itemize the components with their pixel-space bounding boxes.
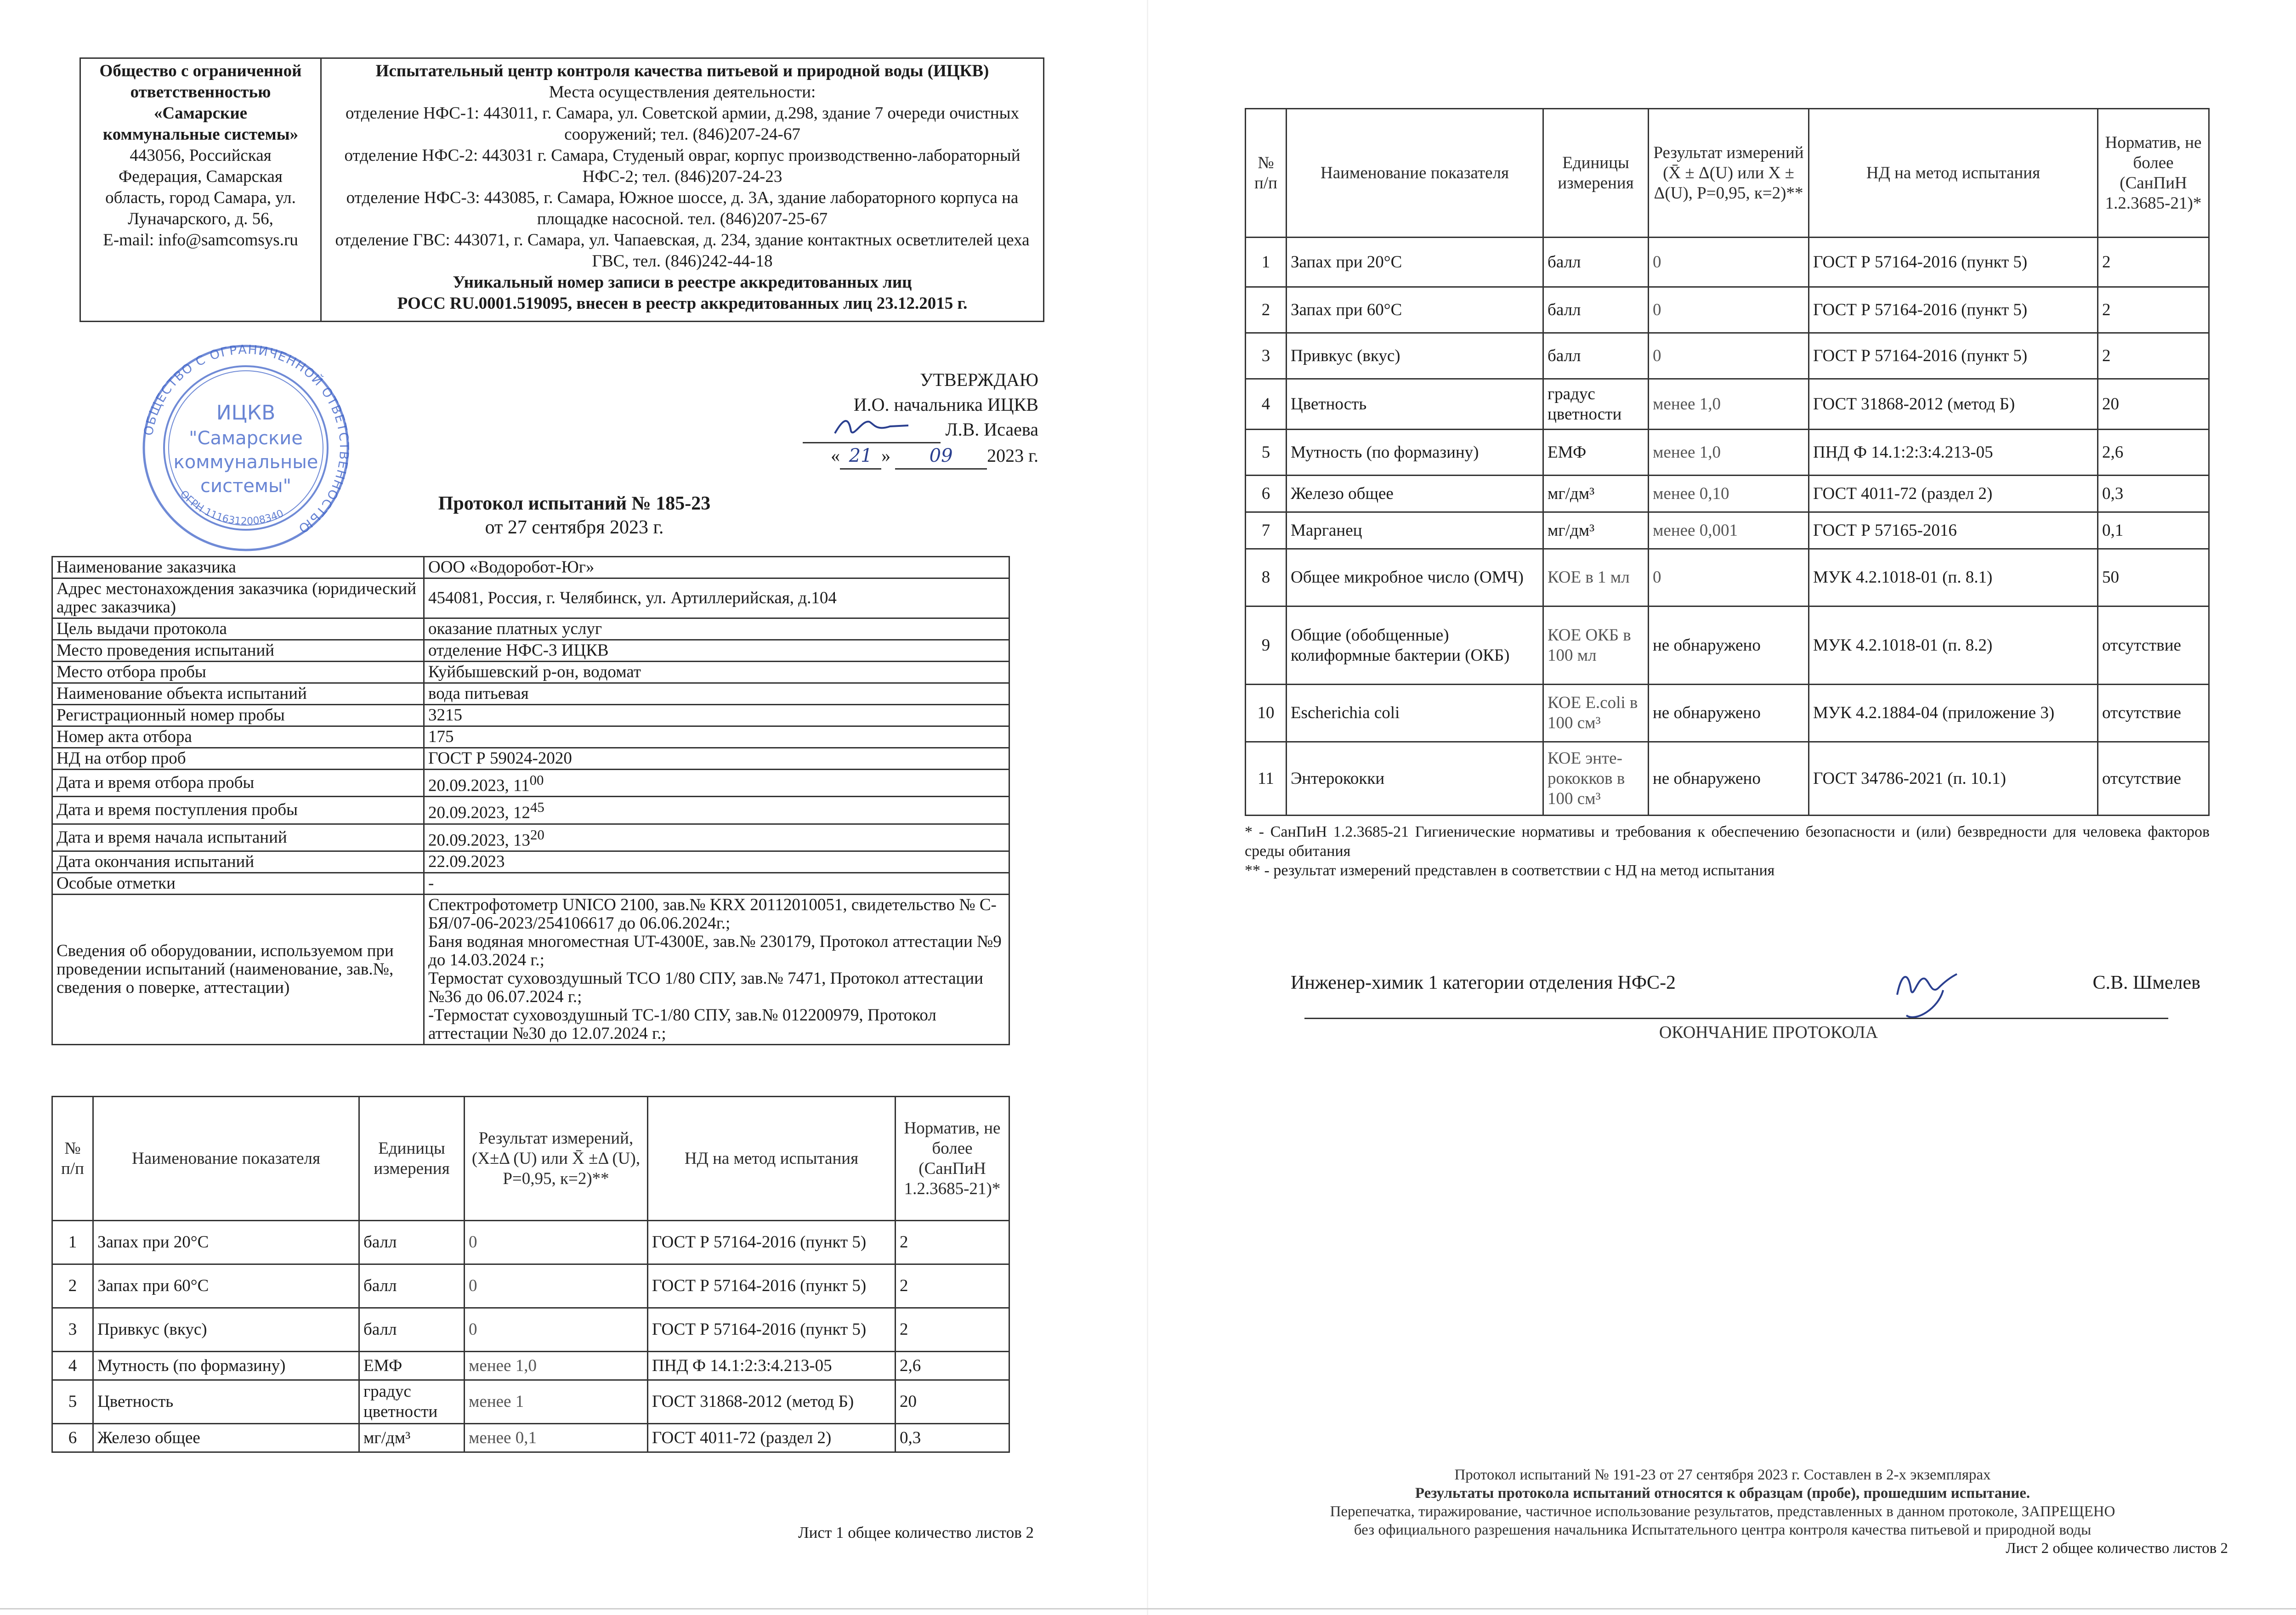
table-row	[1246, 685, 2209, 742]
info-label: Номер акта отбора	[52, 726, 424, 748]
cell-units: балл	[359, 1221, 465, 1264]
info-value: отделение НФС-3 ИЦКВ	[424, 640, 1009, 662]
table-row	[1246, 333, 2209, 379]
cell-result: 0	[465, 1221, 648, 1264]
table-row	[52, 640, 1009, 662]
table-header-row	[52, 1097, 1009, 1221]
table-row	[52, 894, 1009, 1044]
cell-units: ЕМФ	[359, 1352, 465, 1380]
cell-result: менее 0,10	[1649, 476, 1809, 512]
info-label: Регистрационный номер пробы	[52, 705, 424, 726]
org-name-line: «Самарские	[153, 104, 248, 123]
cell-units: КОЕ энте-рококков в 100 см³	[1543, 742, 1649, 816]
cell-method: ГОСТ Р 57164-2016 (пункт 5)	[648, 1221, 896, 1264]
stamp-ogrn: ОГРН 1116312008340	[177, 488, 286, 527]
col-header-method: НД на метод испытания	[648, 1097, 896, 1221]
cell-result: менее 1,0	[1649, 379, 1809, 430]
cell-indicator: Привкус (вкус)	[1287, 333, 1543, 379]
cell-number: 4	[52, 1352, 93, 1380]
cell-method: ГОСТ 34786-2021 (п. 10.1)	[1809, 742, 2098, 816]
col-header-indicator: Наименование показателя	[1287, 109, 1543, 238]
table-row	[52, 1221, 1009, 1264]
cell-method: ГОСТ 31868-2012 (метод Б)	[1809, 379, 2098, 430]
table-row	[52, 1308, 1009, 1352]
org-address-line: область, город Самара, ул.	[105, 188, 296, 207]
info-label: Дата и время отбора пробы	[52, 770, 424, 797]
info-label: Дата окончания испытаний	[52, 851, 424, 873]
table-row	[52, 578, 1009, 618]
equipment-item: Термостат суховоздушный ТСО 1/80 СПУ, зав.№ 7471, Протокол аттестации №36 до 06.07.2024 г.;	[428, 969, 983, 1006]
cell-method: ГОСТ Р 57164-2016 (пункт 5)	[1809, 238, 2098, 287]
protocol-heading	[322, 492, 827, 539]
info-value: вода питьевая	[424, 683, 1009, 705]
table-row	[52, 851, 1009, 873]
cell-units: балл	[1543, 238, 1649, 287]
col-header-units: Единицы измерения	[1543, 109, 1649, 238]
equipment-list	[424, 894, 1009, 1044]
equipment-item: Спектрофотометр UNICO 2100, зав.№ KRX 20112010051, свидетельство № С-БЯ/07-06-2023/254106617 до 06.06.2024г.;	[428, 895, 997, 933]
cell-indicator: Цветность	[93, 1380, 359, 1424]
cell-number: 5	[1246, 430, 1287, 476]
signature-mark-icon	[1888, 963, 1980, 1022]
cell-units: КОЕ в 1 мл	[1543, 549, 1649, 606]
table-row	[52, 683, 1009, 705]
col-header-number: № п/п	[1246, 109, 1287, 238]
cell-result: менее 1	[465, 1380, 648, 1424]
cell-number: 3	[52, 1308, 93, 1352]
info-label: Особые отметки	[52, 873, 424, 894]
table-row	[52, 1424, 1009, 1452]
info-value-text: 20.09.2023, 13	[428, 830, 530, 850]
cell-norm: 20	[2098, 379, 2209, 430]
info-label: Место отбора пробы	[52, 662, 424, 683]
cell-number: 2	[52, 1264, 93, 1308]
org-name-line: ответственностью	[130, 83, 271, 102]
org-email: E-mail: info@samcomsys.ru	[103, 231, 298, 249]
cell-number: 8	[1246, 549, 1287, 606]
org-address-line: Федерация, Самарская	[119, 167, 283, 186]
cell-indicator: Общее микробное число (ОМЧ)	[1287, 549, 1543, 606]
cell-units: ЕМФ	[1543, 430, 1649, 476]
table-row	[1246, 476, 2209, 512]
cell-method: ГОСТ 4011-72 (раздел 2)	[648, 1424, 896, 1452]
cell-units: мг/дм³	[359, 1424, 465, 1452]
end-of-protocol: ОКОНЧАНИЕ ПРОТОКОЛА	[1659, 1023, 1878, 1042]
info-value: оказание платных услуг	[424, 618, 1009, 640]
disclaimer-line: Перепечатка, тиражирование, частичное использование результатов, представленных в данном протоколе, ЗАПРЕЩЕНО	[1330, 1503, 2115, 1520]
info-value-minutes: 00	[529, 772, 544, 788]
table-row	[52, 824, 1009, 851]
cell-result: не обнаружено	[1649, 606, 1809, 685]
table-row	[1246, 379, 2209, 430]
cell-indicator: Цветность	[1287, 379, 1543, 430]
table-row	[1246, 238, 2209, 287]
cell-norm: 2	[896, 1264, 1009, 1308]
approval-day: 21	[840, 443, 881, 470]
cell-norm: отсутствие	[2098, 685, 2209, 742]
approver-signature-line	[744, 417, 1038, 443]
cell-method: ГОСТ Р 57164-2016 (пункт 5)	[648, 1308, 896, 1352]
page-counter: Лист 2 общее количество листов 2	[2006, 1540, 2228, 1557]
col-header-units: Единицы измерения	[359, 1097, 465, 1221]
cell-norm: отсутствие	[2098, 606, 2209, 685]
cell-number: 1	[52, 1221, 93, 1264]
center-title: Испытательный центр контроля качества питьевой и природной воды (ИЦКВ)	[375, 62, 989, 80]
approval-block	[744, 368, 1038, 470]
stamp-line: коммунальные	[173, 452, 318, 473]
org-name-line: коммунальные системы»	[102, 125, 299, 144]
cell-method: ГОСТ 4011-72 (раздел 2)	[1809, 476, 2098, 512]
cell-units: мг/дм³	[1543, 476, 1649, 512]
branch-gvs: отделение ГВС: 443071, г. Самара, ул. Чапаевская, д. 234, здание контактных осветлителей цеха ГВС, тел. (846)242-44-18	[335, 231, 1030, 271]
cell-indicator: Марганец	[1287, 512, 1543, 549]
approval-year: 2023 г.	[987, 445, 1038, 466]
approve-heading: УТВЕРЖДАЮ	[920, 369, 1038, 390]
cell-number: 5	[52, 1380, 93, 1424]
cell-norm: 50	[2098, 549, 2209, 606]
cell-number: 4	[1246, 379, 1287, 430]
table-row	[1246, 606, 2209, 685]
org-info	[80, 58, 321, 322]
cell-method: ГОСТ Р 57164-2016 (пункт 5)	[648, 1264, 896, 1308]
info-value: 3215	[424, 705, 1009, 726]
cell-result: 0	[465, 1264, 648, 1308]
protocol-disclaimer	[1240, 1466, 2205, 1539]
cell-method: ГОСТ Р 57164-2016 (пункт 5)	[1809, 333, 2098, 379]
cell-indicator: Привкус (вкус)	[93, 1308, 359, 1352]
cell-indicator: Общие (обобщенные) колиформные бактерии (ОКБ)	[1287, 606, 1543, 685]
signature-underline	[803, 417, 941, 443]
info-label: Наименование заказчика	[52, 557, 424, 578]
page-counter: Лист 1 общее количество листов 2	[798, 1524, 1034, 1541]
table-row	[1246, 430, 2209, 476]
info-label: Место проведения испытаний	[52, 640, 424, 662]
branch-nfs1: отделение НФС-1: 443011, г. Самара, ул. Советской армии, д.298, здание 7 очереди очистных сооружений; тел. (846)207-24-67	[346, 104, 1019, 144]
table-row	[52, 726, 1009, 748]
table-row	[52, 662, 1009, 683]
cell-method: ПНД Ф 14.1:2:3:4.213-05	[1809, 430, 2098, 476]
org-address-line: 443056, Российская	[130, 146, 272, 165]
col-header-indicator: Наименование показателя	[93, 1097, 359, 1221]
org-name-line: Общество с ограниченной	[99, 62, 302, 80]
scan-edge	[0, 1608, 2296, 1609]
col-header-norm: Норматив, не более (СанПиН 1.2.3685-21)*	[896, 1097, 1009, 1221]
table-row	[1246, 287, 2209, 333]
stamp-line: "Самарские	[189, 428, 303, 449]
table-row	[1246, 512, 2209, 549]
cell-indicator: Запах при 20°С	[1287, 238, 1543, 287]
info-label: Дата и время начала испытаний	[52, 824, 424, 851]
info-value	[424, 824, 1009, 851]
cell-method: МУК 4.2.1884-04 (приложение 3)	[1809, 685, 2098, 742]
footnote-sanpin: * - СанПиН 1.2.3685-21 Гигиенические нормативы и требования к обеспечению безопасности и (или) безвредности для человека факторов среды обитания	[1245, 823, 2210, 860]
table-row	[52, 748, 1009, 770]
info-value: -	[424, 873, 1009, 894]
info-value	[424, 770, 1009, 797]
cell-indicator: Железо общее	[1287, 476, 1543, 512]
cell-number: 11	[1246, 742, 1287, 816]
info-value: 454081, Россия, г. Челябинск, ул. Артиллерийская, д.104	[424, 578, 1009, 618]
cell-result: не обнаружено	[1649, 742, 1809, 816]
info-label: Дата и время поступления пробы	[52, 797, 424, 824]
cell-norm: отсутствие	[2098, 742, 2209, 816]
cell-number: 3	[1246, 333, 1287, 379]
cell-norm: 20	[896, 1380, 1009, 1424]
cell-units: КОЕ ОКБ в 100 мл	[1543, 606, 1649, 685]
unique-number-label: Уникальный номер записи в реестре аккредитованных лиц	[453, 273, 912, 292]
equipment-label: Сведения об оборудовании, используемом при проведении испытаний (наименование, зав.№, сведения о поверке, аттестации)	[52, 894, 424, 1044]
cell-result: менее 1,0	[465, 1352, 648, 1380]
cell-units: градус цветности	[1543, 379, 1649, 430]
footnotes	[1245, 822, 2210, 880]
table-row	[52, 770, 1009, 797]
cell-number: 7	[1246, 512, 1287, 549]
table-row	[1246, 742, 2209, 816]
cell-method: ГОСТ 31868-2012 (метод Б)	[648, 1380, 896, 1424]
cell-result: менее 1,0	[1649, 430, 1809, 476]
cell-result: менее 0,1	[465, 1424, 648, 1452]
cell-norm: 2	[2098, 287, 2209, 333]
protocol-page-2	[1148, 0, 2296, 1615]
cell-units: балл	[1543, 287, 1649, 333]
info-value: 175	[424, 726, 1009, 748]
info-label: Цель выдачи протокола	[52, 618, 424, 640]
cell-norm: 0,3	[2098, 476, 2209, 512]
cell-method: МУК 4.2.1018-01 (п. 8.1)	[1809, 549, 2098, 606]
approver-name: Л.В. Исаева	[945, 419, 1038, 440]
cell-units: градус цветности	[359, 1380, 465, 1424]
cell-units: балл	[1543, 333, 1649, 379]
cell-number: 6	[1246, 476, 1287, 512]
cell-norm: 0,1	[2098, 512, 2209, 549]
branch-nfs2: отделение НФС-2: 443031 г. Самара, Студеный овраг, корпус производственно-лабораторный НФС-2; тел. (846)207-24-23	[344, 146, 1020, 186]
info-value-minutes: 45	[530, 799, 544, 816]
cell-method: ГОСТ Р 57165-2016	[1809, 512, 2098, 549]
results-table-page2	[1245, 108, 2210, 816]
info-value	[424, 797, 1009, 824]
table-row	[52, 1380, 1009, 1424]
equipment-item: -Термостат суховоздушный ТС-1/80 СПУ, зав.№ 012200979, Протокол аттестации №30 до 12.07.2024 г.;	[428, 1005, 936, 1043]
info-value: ООО «Водоробот-Юг»	[424, 557, 1009, 578]
cell-method: ГОСТ Р 57164-2016 (пункт 5)	[1809, 287, 2098, 333]
center-info	[321, 58, 1044, 322]
cell-units: КОЕ E.coli в 100 см³	[1543, 685, 1649, 742]
cell-number: 1	[1246, 238, 1287, 287]
cell-units: балл	[359, 1264, 465, 1308]
table-row	[1246, 549, 2209, 606]
col-header-result: Результат измерений, (Х±Δ (U) или X̄ ±Δ (U), Р=0,95, к=2)**	[465, 1097, 648, 1221]
table-row	[52, 1352, 1009, 1380]
cell-result: 0	[1649, 238, 1809, 287]
cell-result: не обнаружено	[1649, 685, 1809, 742]
approval-date: « 21 » 09 2023 г.	[744, 443, 1038, 470]
cell-units: балл	[359, 1308, 465, 1352]
info-value-text: 20.09.2023, 11	[428, 776, 530, 795]
results-table-page1	[51, 1096, 1010, 1453]
protocol-title: Протокол испытаний № 185-23	[438, 493, 711, 514]
col-header-norm: Норматив, не более (СанПиН 1.2.3685-21)*	[2098, 109, 2209, 238]
approval-month: 09	[895, 443, 987, 470]
org-address-line: Луначарского, д. 56,	[128, 210, 273, 228]
protocol-date: от 27 сентября 2023 г.	[485, 517, 664, 538]
disclaimer-line: Результаты протокола испытаний относятся к образцам (пробе), прошедшим испытание.	[1415, 1485, 2030, 1502]
info-label: Адрес местонахождения заказчика (юридический адрес заказчика)	[52, 578, 424, 618]
col-header-method: НД на метод испытания	[1809, 109, 2098, 238]
engineer-name: С.В. Шмелев	[2092, 972, 2200, 993]
table-header-row	[1246, 109, 2209, 238]
cell-number: 6	[52, 1424, 93, 1452]
cell-indicator: Запах при 60°С	[1287, 287, 1543, 333]
table-row	[52, 557, 1009, 578]
cell-number: 10	[1246, 685, 1287, 742]
stamp-ring-text: ОБЩЕСТВО С ОГРАНИЧЕННОЙ ОТВЕТСТВЕННОСТЬЮ	[141, 342, 351, 536]
places-label: Места осуществления деятельности:	[549, 83, 816, 102]
info-value: ГОСТ Р 59024-2020	[424, 748, 1009, 770]
disclaimer-line: Протокол испытаний № 191-23 от 27 сентября 2023 г. Составлен в 2-х экземплярах	[1454, 1467, 1991, 1483]
info-value: 22.09.2023	[424, 851, 1009, 873]
sample-info-table	[51, 556, 1010, 1045]
table-row	[52, 873, 1009, 894]
branch-nfs3: отделение НФС-3: 443085, г. Самара, Южное шоссе, д. 3А, здание лабораторного корпуса на площадке насосной. тел. (846)207-25-67	[346, 188, 1019, 228]
col-header-result: Результат измерений (X̄ ± Δ(U) или X ± Δ(U), Р=0,95, к=2)**	[1649, 109, 1809, 238]
stamp-line: ИЦКВ	[216, 401, 276, 425]
table-row	[52, 618, 1009, 640]
cell-result: менее 0,001	[1649, 512, 1809, 549]
table-row	[52, 705, 1009, 726]
cell-norm: 2	[896, 1221, 1009, 1264]
cell-indicator: Энтерококки	[1287, 742, 1543, 816]
cell-method: МУК 4.2.1018-01 (п. 8.2)	[1809, 606, 2098, 685]
table-row	[52, 797, 1009, 824]
info-label: НД на отбор проб	[52, 748, 424, 770]
cell-norm: 0,3	[896, 1424, 1009, 1452]
cell-indicator: Железо общее	[93, 1424, 359, 1452]
accreditation-number: РОСС RU.0001.519095, внесен в реестр аккредитованных лиц 23.12.2015 г.	[397, 294, 968, 313]
cell-indicator: Мутность (по формазину)	[93, 1352, 359, 1380]
cell-indicator: Мутность (по формазину)	[1287, 430, 1543, 476]
col-header-number: № п/п	[52, 1097, 93, 1221]
stamp-line: системы"	[200, 476, 292, 497]
org-header	[79, 57, 1044, 322]
equipment-item: Баня водяная многоместная UT-4300E, зав.№ 230179, Протокол аттестации №9 до 14.03.2024 г.;	[428, 932, 1002, 969]
cell-result: 0	[465, 1308, 648, 1352]
cell-norm: 2,6	[896, 1352, 1009, 1380]
cell-result: 0	[1649, 287, 1809, 333]
table-row	[52, 1264, 1009, 1308]
cell-norm: 2,6	[2098, 430, 2209, 476]
info-value-minutes: 20	[530, 827, 544, 843]
cell-indicator: Escherichia coli	[1287, 685, 1543, 742]
cell-indicator: Запах при 60°С	[93, 1264, 359, 1308]
approver-position: И.О. начальника ИЦКВ	[853, 394, 1038, 415]
cell-units: мг/дм³	[1543, 512, 1649, 549]
footnote-result: ** - результат измерений представлен в соответствии с НД на метод испытания	[1245, 862, 1775, 879]
signature-mark-icon	[830, 413, 913, 440]
cell-norm: 2	[2098, 333, 2209, 379]
cell-result: 0	[1649, 333, 1809, 379]
info-value: Куйбышевский р-он, водомат	[424, 662, 1009, 683]
cell-result: 0	[1649, 549, 1809, 606]
engineer-position: Инженер-химик 1 категории отделения НФС-2	[1291, 972, 1676, 993]
info-value-text: 20.09.2023, 12	[428, 803, 530, 822]
cell-indicator: Запах при 20°С	[93, 1221, 359, 1264]
info-label: Наименование объекта испытаний	[52, 683, 424, 705]
cell-norm: 2	[896, 1308, 1009, 1352]
cell-method: ПНД Ф 14.1:2:3:4.213-05	[648, 1352, 896, 1380]
signature-divider	[1304, 1018, 2168, 1019]
cell-number: 2	[1246, 287, 1287, 333]
cell-number: 9	[1246, 606, 1287, 685]
cell-norm: 2	[2098, 238, 2209, 287]
disclaimer-line: без официального разрешения начальника Испытательного центра контроля качества питьевой и природной воды	[1354, 1522, 2092, 1538]
